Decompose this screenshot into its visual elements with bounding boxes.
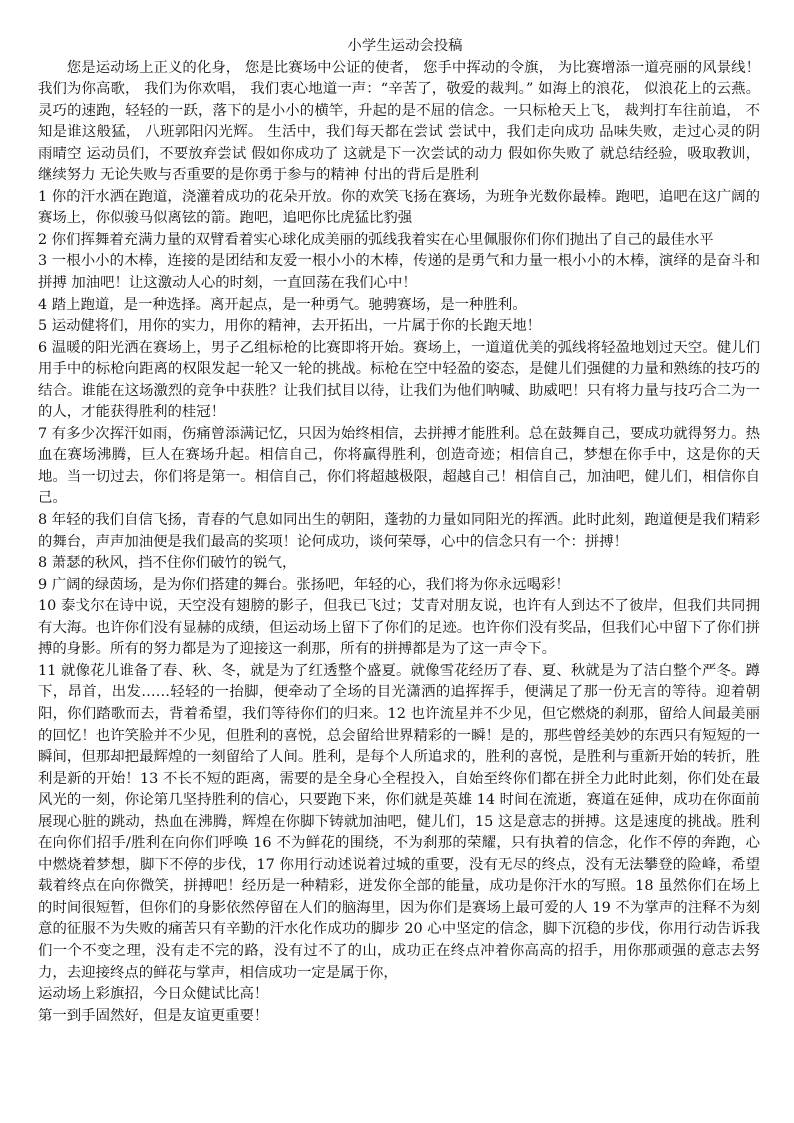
closing-line-2: 第一到手固然好，但是友谊更重要！ xyxy=(38,1007,269,1024)
paragraph-8: 8 年轻的我们自信飞扬，青春的气息如同出生的朝阳，蓬勃的力量如同阳光的挥洒。此时此刻，跑道便是我们精彩的舞台，声声加油便是我们最高的奖项！论何成功，谈何荣辱，心中的信念只有一个：拼搏！ xyxy=(38,512,760,550)
paragraph-11-20: 11 就像花儿谁备了春、秋、冬，就是为了红透整个盛夏。就像雪花经历了春、夏、秋就是为了洁白整个严冬。蹲下，昂首，出发……轻轻的一抬脚，便牵动了全场的目光潇洒的追挥挥手，便满足了那一份无言的等待。迎着朝阳，你们踏歌而去，背着希望，我们等待你们的归来。12 也许流星并不少见，但它燃烧的刹那，留给人间最美丽的回忆！也许笑脸并不少见，但胜利的喜悦，总会留给世界精彩的一瞬！是的，那些曾经美妙的东西只有短短的一瞬间，但那却把最辉煌的一刻留给了人间。胜利，是每个人所追求的，胜利的喜悦，是胜利与重新开始的转折，胜利是新的开始！13 不长不短的距离，需要的是全身心全程投入，自始至终你们都在拼全力此时此刻，你们处在最风光的一刻，你论第几坚持胜利的信心，只要跑下来，你们就是英雄 14 时间在流逝，赛道在延伸，成功在你面前展现心脏的跳动，热血在沸腾，辉煌在你脚下铸就加油吧，健儿们，15 这是意志的拼搏。这是速度的挑战。胜利在向你们招手/胜利在向你们呼唤 16 不为鲜花的围绕，不为刹那的荣耀，只有执着的信念，化作不停的奔跑，心中燃烧着梦想，脚下不停的步伐，17 你用行动述说着过城的重要，没有无尽的终点，没有无法攀登的险峰，希望载着终点在向你微笑，拼搏吧！经历是一种精彩，迸发你全部的能量，成功是你汗水的写照。18 虽然你们在场上的时间很短暂，但你们的身影依然停留在人们的脑海里，因为你们是赛场上最可爱的人 19 不为掌声的注释不为刻意的征服不为失败的痛苦只有辛勤的汗水化作成功的脚步 20 心中坚定的信念，脚下沉稳的步伐，你用行动告诉我们一个不变之理，没有走不完的路，没有过不了的山，成功正在终点冲着你高高的招手，用你那顽强的意志去努力，去迎接终点的鲜花与掌声，相信成功一定是属于你， xyxy=(38,662,760,981)
paragraph-5: 5 运动健将们，用你的实力，用你的精神，去开拓出，一片属于你的长跑天地！ xyxy=(38,318,542,335)
paragraph-6: 6 温暖的阳光洒在赛场上，男子乙组标枪的比赛即将开始。赛场上，一道道优美的弧线将轻盈地划过天空。健儿们用手中的标枪向距离的权限发起一轮又一轮的挑战。标枪在空中轻盈的姿态，是健儿们强健的力量和熟练的技巧的结合。谁能在这场激烈的竞争中获胜？让我们拭目以待，让我们为他们呐喊、助威吧！只有将力量与技巧合二为一的人，才能获得胜利的桂冠！ xyxy=(38,339,760,421)
paragraph-9: 9 广阔的绿茵场，是为你们搭建的舞台。张扬吧，年轻的心，我们将为你永远喝彩！ xyxy=(38,576,570,593)
paragraph-3: 3 一根小小的木棒，连接的是团结和友爱一根小小的木棒，传递的是勇气和力量一根小小的木棒，演绎的是奋斗和拼搏 加油吧！让这激动人心的时刻，一直回荡在我们心中！ xyxy=(38,253,760,292)
document-title: 小学生运动会投稿 xyxy=(347,38,463,54)
paragraph-8b: 8 萧瑟的秋风，挡不住你们破竹的锐气， xyxy=(38,555,297,572)
paragraph-4: 4 踏上跑道，是一种选择。离开起点，是一种勇气。驰骋赛场，是一种胜利。 xyxy=(38,296,527,313)
document-page xyxy=(38,36,760,1027)
closing-line-1: 运动场上彩旗招，今日众健试比高！ xyxy=(38,986,269,1003)
paragraph-10: 10 泰戈尔在诗中说，天空没有翅膀的影子，但我已飞过；艾青对朋友说，也许有人到达不了彼岸，但我们共同拥有大海。也许你们没有显赫的成绩，但运动场上留下了你们的足迹。也许你们没有奖品，但我们心中留下了你们拼搏的身影。所有的努力都是为了迎接这一刹那，所有的拼搏都是为了这一声令下。 xyxy=(38,598,760,658)
paragraph-1: 1 你的汗水洒在跑道，浇灌着成功的花朵开放。你的欢笑飞扬在赛场，为班争光数你最棒。跑吧，追吧在这广阔的赛场上，你似骏马似离铉的箭。跑吧，追吧你比虎猛比豹强 xyxy=(38,188,760,227)
paragraph-7: 7 有多少次挥汗如雨，伤痛曾添满记忆，只因为始终相信，去拼搏才能胜利。总在鼓舞自己，要成功就得努力。热血在赛场沸腾，巨人在赛场升起。相信自己，你将赢得胜利，创造奇迹；相信自己，梦想在你手中，这是你的天地。当一切过去，你们将是第一。相信自己，你们将超越极限，超越自己！相信自己，加油吧，健儿们，相信你自己。 xyxy=(38,425,760,507)
intro-paragraph: 您是运动场上正义的化身， 您是比赛场中公证的使者， 您手中挥动的令旗， 为比赛增添一道亮丽的风景线！ 我们为你高歌， 我们为你欢唱， 我们衷心地道一声：“辛苦了，敬爱的裁判。” 如海上的浪花， 似浪花上的云燕。灵巧的速跑，轻轻的一跃，落下的是小小的横竿，升起的是不屈的信念。一只标枪天上飞， 裁判打车往前追， 不知是谁这般猛， 八班郭阳闪光辉。 生活中，我们每天都在尝试 尝试中，我们走向成功 品味失败，走过心灵的阴雨晴空 运动员们，不要放弃尝试 假如你成功了 这就是下一次尝试的动力 假如你失败了 就总结经验，吸取教训，继续努力 无论失败与否重要的是你勇于参与的精神 付出的背后是胜利 xyxy=(38,59,760,184)
paragraph-2: 2 你们挥舞着充满力量的双臂看着实心球化成美丽的弧线我着实在心里佩服你们你们抛出了自己的最佳水平 xyxy=(38,231,714,248)
